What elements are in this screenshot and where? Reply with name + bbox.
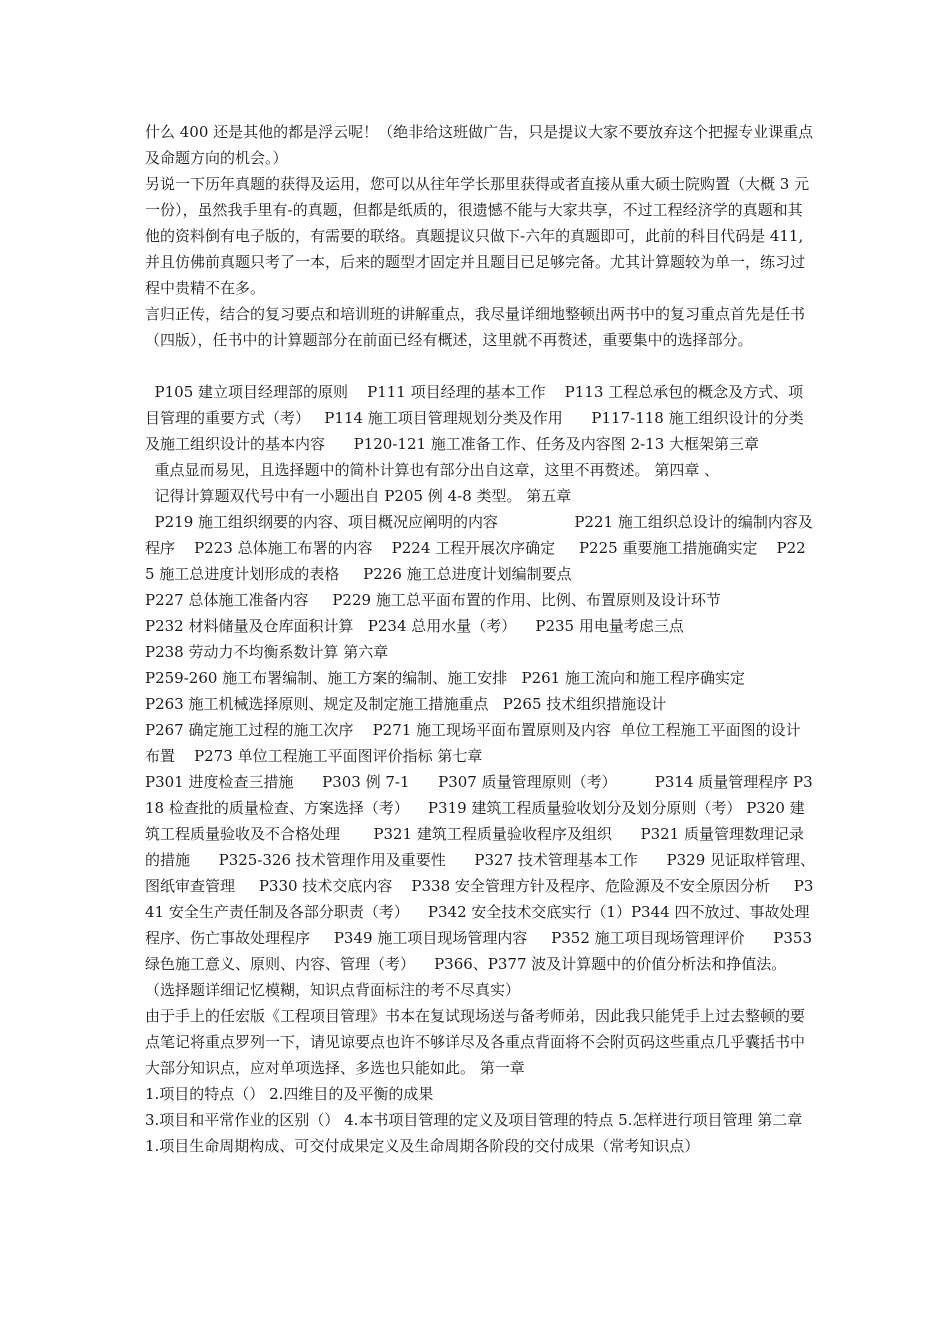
paragraph-chapter-3-note: 重点显而易见，且选择题中的简朴计算也有部分出自这章，这里不再赘述。 第四章 、 (145, 461, 720, 479)
paragraph-chapter-7-points: P301 进度检查三措施 P303 例 7-1 P307 质量管理原则（考） P314 质量管理程序 P318 检查批的质量检查、方案选择（考） P319 建筑工程质量验收划分及划分原则（考） P320 建筑工程质量验收及不合格处理 P321 建筑工程质量验收程序及组织 P321 质量管理数理记录的措施 P325-326 技术管理作用及重要性 P327 技术管理基本工作 P329 见证取样管理、图纸审查管理 P330 技术交底内容 P338 安全管理方针及程序、危险源及不安全原因分析 P341 安全生产责任制及各部分职责（考） P342 安全技术交底实行（1）P344 四不放过、事故处理程序、伤亡事故处理程序 P349 施工项目现场管理内容 P352 施工项目现场管理评价 P353 绿色施工意义、原则、内容、管理（考） P366、P377 波及计算题中的价值分析法和挣值法。 (145, 773, 817, 973)
paragraph-chapter-5-points: P219 施工组织纲要的内容、项目概况应阐明的内容 P221 施工组织总设计的编制内容及程序 P223 总体施工布署的内容 P224 工程开展次序确定 P225 重要施工措施确实定 P225 施工总进度计划形成的表格 P226 施工总进度计划编制要点 (145, 513, 813, 583)
list-item-ch2-1: 1.项目生命周期构成、可交付成果定义及生命周期各阶段的交付成果（常考知识点） (145, 1137, 700, 1155)
list-item-ch1-1: 1.项目的特点（） 2.四维目的及平衡的成果 (145, 1085, 434, 1103)
paragraph-renhong-book: 由于手上的任宏版《工程项目管理》书本在复试现场送与备考师弟，因此我只能凭手上过去整顿的要点笔记将重点罗列一下，请见谅要点也许不够详尽及各重点背面将不会附页码这些重点几乎囊括书中大部分知识点，应对单项选择、多选也只能如此。 第一章 (145, 1007, 806, 1077)
paragraph-p259: P259-260 施工布署编制、施工方案的编制、施工安排 P261 施工流向和施工程序确实定 (145, 669, 745, 687)
paragraph-review-focus: 言归正传，结合的复习要点和培训班的讲解重点，我尽量详细地整顿出两书中的复习重点首先是任书（四版），任书中的计算题部分在前面已经有概述，这里就不再赘述，重要集中的选择部分。 (145, 305, 806, 349)
paragraph-chapter-4-note: 记得计算题双代号中有一小题出自 P205 例 4-8 类型。 第五章 (145, 487, 572, 505)
paragraph-p238: P238 劳动力不均衡系数计算 第六章 (145, 643, 389, 661)
blank-line (145, 353, 815, 379)
document-page (145, 119, 815, 1159)
paragraph-p232: P232 材料储量及仓库面积计算 P234 总用水量（考） P235 用电量考虑三点 (145, 617, 684, 635)
paragraph-intro-400: 什么 400 还是其他的都是浮云呢！（绝非给这班做广告，只是提议大家不要放弃这个把握专业课重点及命题方向的机会。） (145, 123, 814, 167)
paragraph-past-exams: 另说一下历年真题的获得及运用，您可以从往年学长那里获得或者直接从重大硕士院购置（大概 3 元一份），虽然我手里有-的真题，但都是纸质的，很遗憾不能与大家共享，不过工程经济学的真题和其他的资料倒有电子版的，有需要的联络。真题提议只做下-六年的真题即可，此前的科目代码是 411,并且仿佛前真题只考了一本，后来的题型才固定并且题目已足够完备。尤其计算题较为单一，练习过程中贵精不在多。 (145, 175, 810, 297)
paragraph-p227: P227 总体施工准备内容 P229 施工总平面布置的作用、比例、布置原则及设计环节 (145, 591, 721, 609)
list-item-ch1-3: 3.项目和平常作业的区别（） 4.本书项目管理的定义及项目管理的特点 5.怎样进行项目管理 第二章 (145, 1111, 803, 1129)
paragraph-p263: P263 施工机械选择原则、规定及制定施工措施重点 P265 技术组织措施设计 (145, 695, 667, 713)
paragraph-memory-note: （选择题详细记忆模糊，知识点背面标注的考不尽真实） (145, 981, 521, 999)
paragraph-chapter-2-points: P105 建立项目经理部的原则 P111 项目经理的基本工作 P113 工程总承包的概念及方式、项目管理的重要方式（考） P114 施工项目管理规划分类及作用 P117-118 施工组织设计的分类及施工组织设计的基本内容 P120-121 施工准备工作、任务及内容图 2-13 大框架第三章 (145, 383, 804, 453)
paragraph-p267: P267 确定施工过程的施工次序 P271 施工现场平面布置原则及内容 单位工程施工平面图的设计布置 P273 单位工程施工平面图评价指标 第七章 (145, 721, 801, 765)
